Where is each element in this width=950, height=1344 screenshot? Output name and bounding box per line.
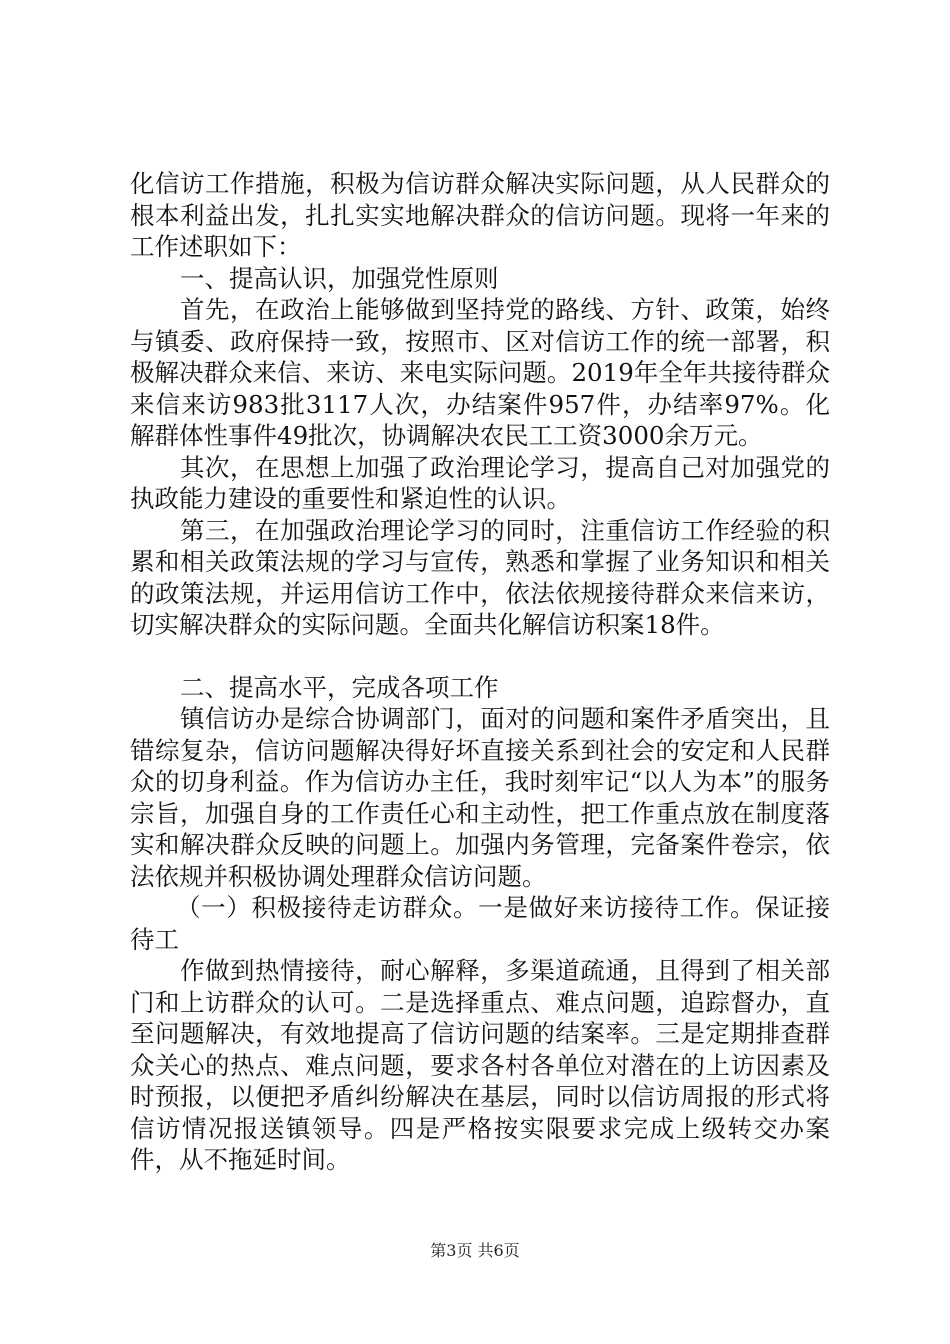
subheading-item-1: （一）积极接待走访群众。一是做好来访接待工作。保证接待工 bbox=[130, 893, 830, 954]
paragraph-third: 第三，在加强政治理论学习的同时，注重信访工作经验的积累和相关政策法规的学习与宣传，熟悉和掌握了业务知识和相关的政策法规，并运用信访工作中，依法依规接待群众来信来访，切实解决群众的实际问题。全面共化解信访积案18件。 bbox=[130, 515, 830, 639]
heading-section-1: 一、提高认识，加强党性原则 bbox=[180, 263, 499, 293]
paragraph-intro: 化信访工作措施，积极为信访群众解决实际问题，从人民群众的根本利益出发，扎扎实实地解决群众的信访问题。现将一年来的工作述职如下： bbox=[130, 169, 830, 261]
paragraph-reception-work: 作做到热情接待，耐心解释，多渠道疏通，且得到了相关部门和上访群众的认可。二是选择重点、难点问题，追踪督办，直至问题解决，有效地提高了信访问题的结案率。三是定期排查群众关心的热点、难点问题，要求各村各单位对潜在的上访因素及时预报，以便把矛盾纠纷解决在基层，同时以信访周报的形式将信访情况报送镇领导。四是严格按实限要求完成上级转交办案件，从不拖延时间。 bbox=[130, 956, 830, 1174]
paragraph-second: 其次，在思想上加强了政治理论学习，提高自己对加强党的执政能力建设的重要性和紧迫性的认识。 bbox=[130, 452, 830, 513]
heading-section-2: 二、提高水平，完成各项工作 bbox=[180, 672, 499, 702]
document-body bbox=[130, 168, 830, 1176]
paragraph-office-role: 镇信访办是综合协调部门，面对的问题和案件矛盾突出，且错综复杂，信访问题解决得好坏直接关系到社会的安定和人民群众的切身利益。作为信访办主任，我时刻牢记“以人为本”的服务宗旨，加强自身的工作责任心和主动性，把工作重点放在制度落实和解决群众反映的问题上。加强内务管理，完备案件卷宗，依法依规并积极协调处理群众信访问题。 bbox=[130, 704, 830, 891]
paragraph-first: 首先，在政治上能够做到坚持党的路线、方针、政策，始终与镇委、政府保持一致，按照市、区对信访工作的统一部署，积极解决群众来信、来访、来电实际问题。2019年全年共接待群众来信来访983批3117人次，办结案件957件，办结率97%。化解群体性事件49批次，协调解决农民工工资3000余万元。 bbox=[130, 295, 830, 450]
page-number-footer: 第3页 共6页 bbox=[430, 1241, 520, 1260]
